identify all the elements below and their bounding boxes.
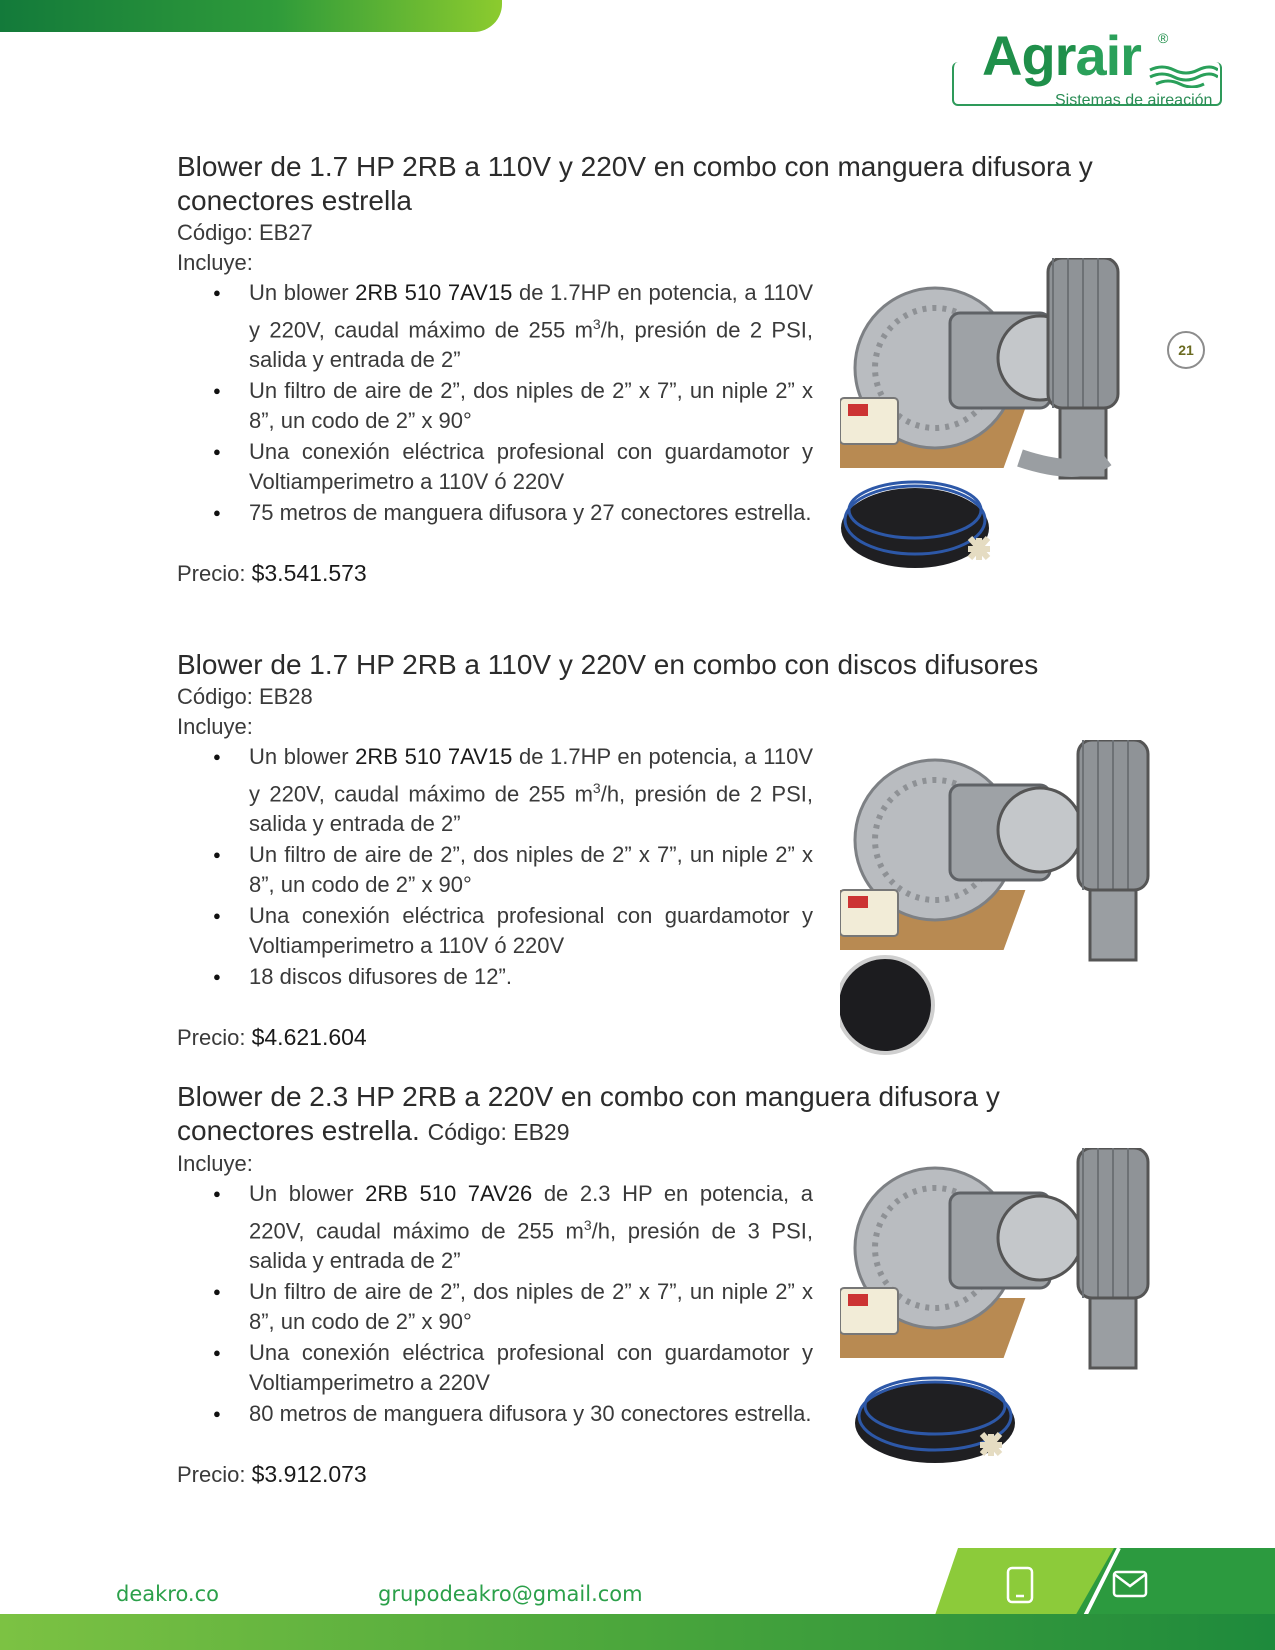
product-title-text: Blower de 2.3 HP 2RB a 220V en combo con manguera difusora y conectores estrella.	[177, 1081, 1000, 1146]
list-item: ● Una conexión eléctrica profesional con guardamotor y Voltiamperimetro a 110V ó 220V	[213, 437, 813, 498]
list-item: ● Un filtro de aire de 2”, dos niples de 2” x 7”, un niple 2” x 8”, un codo de 2” x 90°	[213, 840, 813, 901]
superscript: 3	[592, 315, 601, 332]
item-text: /h, presión de 3 PSI, salida y entrada de 2”	[249, 1217, 814, 1274]
list-item	[213, 742, 813, 840]
list-item	[213, 278, 813, 376]
item-text: /h, presión de 2 PSI, salida y entrada de 2”	[249, 780, 813, 837]
product-code: Código: EB27	[177, 220, 313, 245]
blower-combo-hose-image	[840, 258, 1170, 603]
superscript: 3	[592, 779, 601, 796]
item-text: Un blower	[249, 280, 356, 305]
mail-icon[interactable]	[1112, 1570, 1148, 1598]
footer-website-link[interactable]: deakro.co	[116, 1582, 220, 1606]
item-text: de 1.7HP en potencia, a 110V y 220V, caudal máximo de 255 m	[249, 280, 814, 342]
water-waves-icon	[1148, 64, 1218, 88]
blower-model: 2RB 510 7AV15	[355, 744, 513, 769]
item-text: /h, presión de 2 PSI, salida y entrada de 2”	[249, 316, 813, 373]
item-text: Un blower	[249, 744, 356, 769]
list-item: ● 75 metros de manguera difusora y 27 conectores estrella.	[213, 498, 813, 529]
list-item: ● Una conexión eléctrica profesional con guardamotor y Voltiamperimetro a 110V ó 220V	[213, 901, 813, 962]
price-label: Precio:	[177, 561, 252, 587]
includes-label: Incluye:	[177, 714, 253, 739]
product-code: Código: EB28	[177, 684, 313, 709]
price-label: Precio:	[177, 1025, 252, 1051]
phone-icon[interactable]	[1006, 1566, 1034, 1604]
product-title	[177, 1080, 1107, 1149]
logo-tagline: Sistemas de aireación	[1055, 92, 1213, 109]
includes-label: Incluye:	[177, 1151, 253, 1176]
includes-list	[213, 278, 813, 528]
price-value: $4.621.604	[251, 1024, 367, 1051]
list-item: ● Un filtro de aire de 2”, dos niples de 2” x 7”, un niple 2” x 8”, un codo de 2” x 90°	[213, 376, 813, 437]
logo-wordmark	[982, 24, 1141, 87]
blower-combo-disc-image	[840, 740, 1170, 1060]
blower-23hp-combo-hose-image	[840, 1148, 1170, 1478]
item-text: de 2.3 HP en potencia, a 220V, caudal máximo de 255 m	[249, 1181, 813, 1243]
footer-accent-bar	[0, 1614, 1275, 1650]
includes-label: Incluye:	[177, 250, 253, 275]
logo-suffix: air	[1075, 24, 1141, 87]
item-text: Un blower	[249, 1181, 366, 1206]
footer-contact-shape	[934, 1548, 1275, 1618]
list-item: ● 18 discos difusores de 12”.	[213, 962, 813, 993]
logo-prefix: Agr	[982, 24, 1076, 87]
blower-model: 2RB 510 7AV15	[355, 280, 513, 305]
footer-email-link[interactable]: grupodeakro@gmail.com	[378, 1582, 643, 1606]
page-number: 21	[1167, 331, 1205, 369]
price-value: $3.541.573	[251, 560, 367, 587]
includes-list	[213, 1179, 813, 1429]
superscript: 3	[583, 1216, 592, 1233]
list-item: ● 80 metros de manguera difusora y 30 conectores estrella.	[213, 1399, 813, 1430]
blower-model: 2RB 510 7AV26	[365, 1181, 533, 1206]
list-item: ● Un filtro de aire de 2”, dos niples de 2” x 7”, un niple 2” x 8”, un codo de 2” x 90°	[213, 1277, 813, 1338]
product-title: Blower de 1.7 HP 2RB a 110V y 220V en combo con discos difusores	[177, 649, 1039, 680]
header-accent-bar	[0, 0, 502, 32]
item-text: de 1.7HP en potencia, a 110V y 220V, caudal máximo de 255 m	[249, 744, 814, 806]
product-code: Código: EB29	[427, 1119, 570, 1145]
price-label: Precio:	[177, 1462, 252, 1488]
agrair-logo	[952, 24, 1224, 114]
logo-registered-mark: ®	[1158, 30, 1169, 46]
list-item	[213, 1179, 813, 1277]
product-title: Blower de 1.7 HP 2RB a 110V y 220V en combo con manguera difusora y conectores estrella	[177, 151, 1093, 216]
list-item: ● Una conexión eléctrica profesional con guardamotor y Voltiamperimetro a 220V	[213, 1338, 813, 1399]
includes-list	[213, 742, 813, 992]
price-value: $3.912.073	[251, 1461, 367, 1488]
